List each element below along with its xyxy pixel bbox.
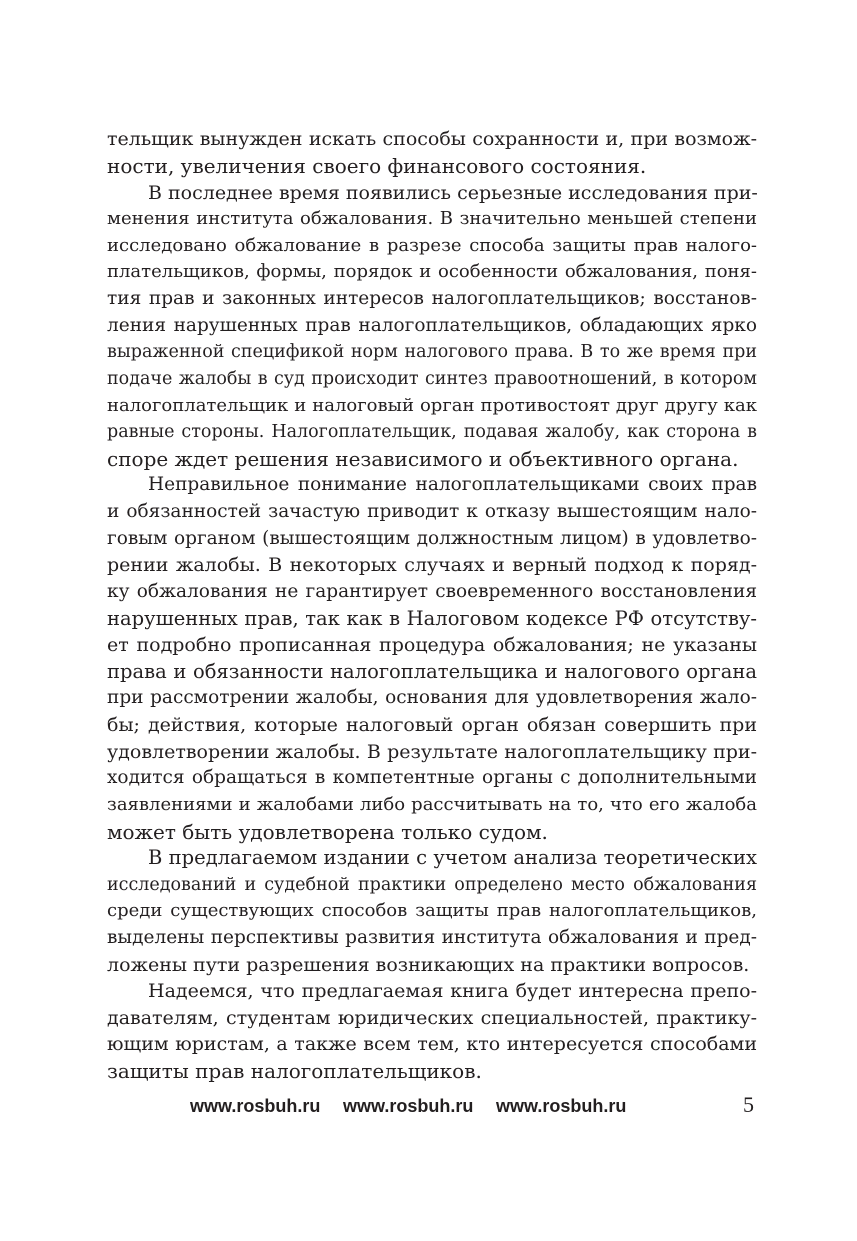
paragraph-1-line-2: ности, увеличения своего финансового состояния. [107, 154, 647, 178]
paragraph-3-line-5: ку обжалования не гарантирует своевременного восстановления [107, 581, 757, 602]
paragraph-2-line-9: налогоплательщик и налоговый орган противостоят друг другу как [107, 395, 757, 416]
paragraph-3-line-4: рении жалобы. В некоторых случаях и верный подход к поряд- [107, 554, 757, 576]
paragraph-3-line-10: бы; действия, которые налоговый орган обязан совершить при [107, 714, 757, 736]
paragraph-2-line-4: плательщиков, формы, порядок и особенности обжалования, поня- [107, 261, 757, 282]
paragraph-4-line-1: В предлагаемом издании с учетом анализа теоретических [148, 846, 757, 869]
paragraph-5-line-3: ющим юристам, а также всем тем, кто интересуется способами [107, 1033, 757, 1055]
paragraph-3-line-12: ходится обращаться в компетентные органы с дополнительными [107, 767, 757, 788]
paragraph-2-line-10: равные стороны. Налогоплательщик, подавая жалобу, как сторона в [107, 422, 757, 442]
paragraph-3-line-1: Неправильное понимание налогоплательщиками своих прав [148, 474, 757, 495]
paragraph-3-line-8: права и обязанности налогоплательщика и налогового органа [107, 660, 757, 683]
footer-link-3[interactable]: www.rosbuh.ru [496, 1096, 627, 1116]
paragraph-3-line-11: удовлетворении жалобы. В результате налогоплательщику при- [107, 741, 757, 763]
paragraph-2-line-1: В последнее время появились серьезные исследования при- [148, 182, 758, 204]
paragraph-2-line-8: подаче жалобы в суд происходит синтез правоотношений, в котором [107, 369, 757, 389]
paragraph-1-line-1: тельщик вынужден искать способы сохранности и, при возмож- [107, 128, 757, 150]
paragraph-3-line-13: заявлениями и жалобами либо рассчитывать на то, что его жалоба [107, 794, 757, 815]
footer-link-2[interactable]: www.rosbuh.ru [343, 1096, 474, 1116]
paragraph-2-line-6: ления нарушенных прав налогоплательщиков, обладающих ярко [107, 315, 757, 336]
paragraph-2-line-5: тия прав и законных интересов налогоплательщиков; восстанов- [107, 288, 757, 309]
paragraph-5-line-1: Надеемся, что предлагаемая книга будет интересна препо- [148, 980, 757, 1002]
paragraph-5-line-4: защиты прав налогоплательщиков. [107, 1059, 482, 1083]
page-number: 5 [743, 1092, 754, 1117]
paragraph-3-line-2: и обязанностей зачастую приводит к отказу вышестоящим нало- [107, 501, 757, 522]
paragraph-4-line-4: выделены перспективы развития института обжалования и пред- [107, 927, 757, 948]
paragraph-5-line-2: давателям, студентам юридических специальностей, практику- [107, 1007, 757, 1029]
paragraph-3-line-3: говым органом (вышестоящим должностным лицом) в удовлетво- [107, 528, 757, 549]
paragraph-4-line-3: среди существующих способов защиты прав налогоплательщиков, [107, 900, 757, 921]
paragraph-3-line-14: может быть удовлетворена только судом. [107, 820, 548, 844]
paragraph-4-line-5: ложены пути разрешения возникающих на практики вопросов. [107, 954, 750, 976]
paragraph-3-line-6: нарушенных прав, так как в Налоговом кодексе РФ отсутству- [107, 607, 757, 630]
footer-link-1[interactable]: www.rosbuh.ru [190, 1096, 321, 1116]
paragraph-2-line-7: выраженной спецификой норм налогового права. В то же время при [107, 342, 757, 362]
paragraph-2-line-11: споре ждет решения независимого и объективного органа. [107, 447, 739, 471]
paragraph-3-line-9: при рассмотрении жалобы, основания для удовлетворения жало- [107, 687, 757, 708]
paragraph-3-line-7: ет подробно прописанная процедура обжалования; не указаны [107, 634, 757, 656]
paragraph-2-line-3: исследовано обжалование в разрезе способа защиты прав налого- [107, 235, 757, 256]
paragraph-4-line-2: исследований и судебной практики определено место обжалования [107, 875, 757, 895]
paragraph-2-line-2: менения института обжалования. В значительно меньшей степени [107, 208, 757, 229]
